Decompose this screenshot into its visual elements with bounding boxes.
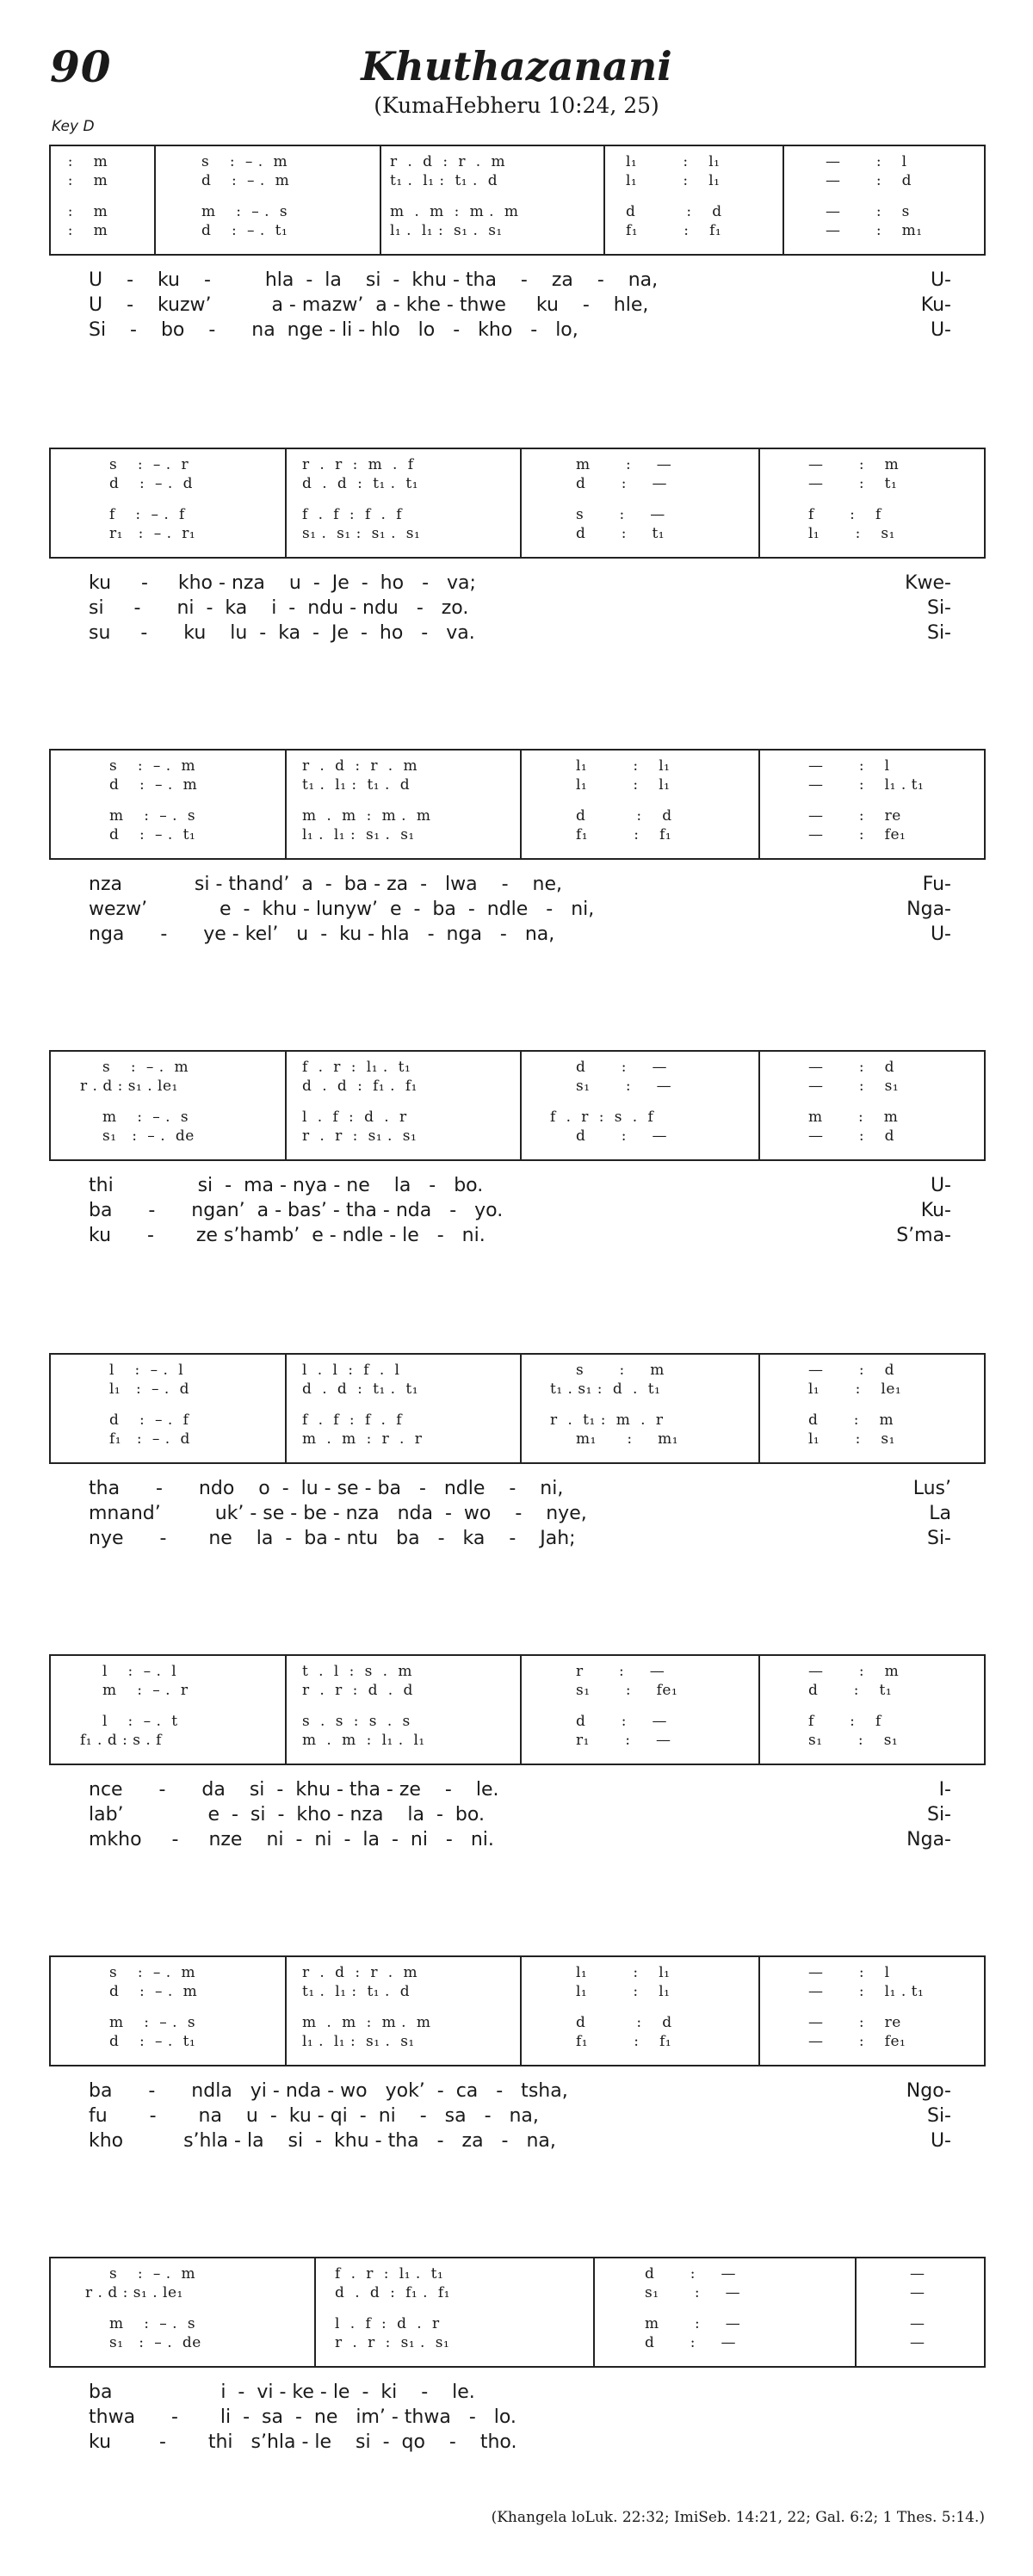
- lyric-line: [49, 2430, 984, 2455]
- solfa-cell: m₁ : m₁: [576, 1430, 679, 1448]
- solfa-cell: l₁ : l₁: [576, 1983, 671, 2000]
- solfa-cell: d . d : t₁ . t₁: [302, 475, 419, 492]
- lyric-line: [49, 318, 984, 343]
- solfa-cell: l₁ : l₁: [626, 153, 721, 170]
- lyric-text: ku - kho - nza u - Je - ho - va;: [89, 572, 476, 594]
- solfa-staff: [49, 1050, 986, 1161]
- lyrics-block: [49, 2380, 984, 2455]
- solfa-cell: l . f : d . r: [335, 2315, 440, 2332]
- solfa-cell: — : s₁: [808, 1078, 900, 1095]
- lyrics-block: [49, 571, 984, 646]
- solfa-cell: s : – . m: [102, 1059, 189, 1076]
- lyric-cue: Si-: [926, 2105, 951, 2127]
- solfa-cell: d : —: [576, 1713, 667, 1730]
- solfa-cell: l₁ : s₁: [808, 525, 895, 542]
- lyric-text: U - kuzw’ a - mazw’ a - khe - thwe ku - hle,: [89, 294, 649, 316]
- solfa-cell: r . r : s₁ . s₁: [302, 1127, 418, 1145]
- hymn-number: 90: [50, 41, 112, 92]
- lyric-text: si - ni - ka i - ndu - ndu - zo.: [89, 597, 469, 619]
- solfa-cell: l₁ . l₁ : s₁ . s₁: [302, 2033, 415, 2050]
- lyric-line: [49, 268, 984, 293]
- lyric-line: [49, 922, 984, 947]
- lyric-text: ba i - vi - ke - le - ki - le.: [89, 2381, 475, 2403]
- solfa-cell: l : – . t: [102, 1713, 178, 1730]
- scripture-reference: (KumaHebheru 10:24, 25): [374, 93, 659, 118]
- solfa-cell: f₁ : f₁: [576, 2033, 672, 2050]
- solfa-cell: r . r : m . f: [302, 456, 414, 473]
- lyric-text: nza si - thand’ a - ba - za - lwa - ne,: [89, 874, 562, 895]
- solfa-cell: m : —: [645, 2315, 741, 2332]
- solfa-cell: m . m : m . m: [302, 2014, 431, 2031]
- solfa-cell: : m: [58, 153, 108, 170]
- solfa-cell: l₁ . l₁ : s₁ . s₁: [390, 222, 503, 239]
- solfa-cell: d : d: [576, 2014, 672, 2031]
- solfa-cell: d : —: [576, 475, 667, 492]
- solfa-cell: r . d : r . m: [302, 1964, 418, 1981]
- solfa-cell: d : —: [576, 1059, 667, 1076]
- lyrics-block: [49, 1173, 984, 1248]
- solfa-cell: — : d: [808, 1362, 895, 1379]
- lyric-line: [49, 1526, 984, 1551]
- lyric-text: ku - thi s’hla - le si - qo - tho.: [89, 2431, 517, 2453]
- lyrics-block: [49, 268, 984, 343]
- solfa-cell: r₁ : – . r₁: [109, 525, 196, 542]
- lyric-text: U - ku - hla - la si - khu - tha - za - na,: [89, 269, 659, 291]
- music-system: [49, 1654, 984, 1852]
- lyric-text: nga - ye - kel’ u - ku - hla - nga - na,: [89, 924, 555, 945]
- solfa-cell: t₁ . s₁ : d . t₁: [550, 1381, 661, 1398]
- lyrics-block: [49, 872, 984, 947]
- solfa-cell: d : t₁: [808, 1682, 893, 1699]
- lyric-line: [49, 621, 984, 646]
- solfa-cell: d : – . m: [109, 1983, 198, 2000]
- solfa-cell: s₁ : s₁: [808, 1732, 899, 1749]
- solfa-cell: f₁ . d : s . f: [80, 1732, 162, 1749]
- solfa-cell: : m: [58, 222, 108, 239]
- solfa-cell: d . d : f₁ . f₁: [302, 1078, 418, 1095]
- solfa-cell: l₁ : – . d: [109, 1381, 189, 1398]
- solfa-cell: d : – . t₁: [109, 2033, 196, 2050]
- solfa-cell: m : – . s: [201, 203, 288, 220]
- solfa-cell: s₁ : —: [645, 2284, 741, 2301]
- lyric-line: [49, 2380, 984, 2405]
- lyric-text: thi si - ma - nya - ne la - bo.: [89, 1175, 484, 1196]
- solfa-cell: s₁ : —: [576, 1078, 672, 1095]
- solfa-cell: m : – . s: [109, 807, 196, 825]
- solfa-cell: d : t₁: [576, 525, 665, 542]
- solfa-cell: s₁ : – . de: [102, 1127, 195, 1145]
- lyric-line: [49, 1476, 984, 1501]
- solfa-cell: —: [910, 2315, 925, 2332]
- solfa-cell: — : d: [808, 1059, 895, 1076]
- solfa-cell: — : l: [808, 1964, 890, 1981]
- solfa-cell: l₁ . l₁ : s₁ . s₁: [302, 826, 415, 843]
- solfa-staff: [49, 1353, 986, 1464]
- solfa-cell: m : – . s: [109, 2014, 196, 2031]
- lyric-cue: Nga-: [906, 899, 951, 920]
- solfa-cell: f . r : l₁ . t₁: [335, 2265, 444, 2283]
- solfa-cell: m : – . s: [102, 1109, 189, 1126]
- solfa-cell: f . f : f . f: [302, 506, 403, 523]
- lyric-line: [49, 897, 984, 922]
- lyric-text: thwa - li - sa - ne im’ - thwa - lo.: [89, 2406, 516, 2428]
- solfa-cell: t₁ . l₁ : t₁ . d: [390, 172, 498, 189]
- solfa-cell: f : f: [808, 506, 881, 523]
- solfa-cell: — : l₁ . t₁: [808, 776, 925, 794]
- lyric-cue: Kwe-: [905, 572, 951, 594]
- solfa-cell: s : – . m: [109, 2265, 196, 2283]
- solfa-cell: — : re: [808, 807, 901, 825]
- solfa-cell: r . d : r . m: [302, 757, 418, 775]
- solfa-cell: d : —: [645, 2265, 736, 2283]
- solfa-cell: d : – . t₁: [201, 222, 288, 239]
- lyric-text: Si - bo - na nge - li - hlo lo - kho - lo,: [89, 319, 578, 341]
- solfa-cell: r . d : r . m: [390, 153, 506, 170]
- solfa-cell: d : – . m: [201, 172, 290, 189]
- lyric-cue: Ku-: [920, 1200, 951, 1221]
- lyric-cue: U-: [930, 1175, 951, 1196]
- lyric-text: nce - da si - khu - tha - ze - le.: [89, 1779, 499, 1801]
- lyric-line: [49, 1501, 984, 1526]
- solfa-cell: l . l : f . l: [302, 1362, 400, 1379]
- solfa-cell: — : l: [826, 153, 907, 170]
- lyric-line: [49, 872, 984, 897]
- solfa-cell: — : d: [826, 172, 912, 189]
- solfa-cell: f . r : s . f: [550, 1109, 654, 1126]
- lyric-line: [49, 596, 984, 621]
- lyric-text: nye - ne la - ba - ntu ba - ka - Jah;: [89, 1528, 576, 1549]
- music-system: [49, 448, 984, 646]
- solfa-staff: [49, 145, 986, 256]
- solfa-cell: d : d: [576, 807, 672, 825]
- solfa-cell: m : m: [808, 1109, 899, 1126]
- solfa-cell: m . m : m . m: [302, 807, 431, 825]
- solfa-cell: r₁ : —: [576, 1732, 671, 1749]
- solfa-cell: —: [910, 2334, 925, 2351]
- lyric-line: [49, 1223, 984, 1248]
- solfa-cell: m . m : l₁ . l₁: [302, 1732, 425, 1749]
- solfa-cell: — : t₁: [808, 475, 898, 492]
- solfa-cell: l₁ : s₁: [808, 1430, 895, 1448]
- solfa-cell: r . d : s₁ . le₁: [80, 1078, 178, 1095]
- lyrics-block: [49, 1777, 984, 1852]
- lyrics-block: [49, 2079, 984, 2153]
- lyric-cue: Nga-: [906, 1829, 951, 1850]
- solfa-staff: [49, 448, 986, 559]
- lyric-line: [49, 571, 984, 596]
- solfa-staff: [49, 1955, 986, 2066]
- music-system: [49, 1955, 984, 2153]
- solfa-cell: r . r : d . d: [302, 1682, 413, 1699]
- solfa-cell: r . t₁ : m . r: [550, 1412, 664, 1429]
- solfa-staff: [49, 1654, 986, 1765]
- solfa-cell: d : d: [626, 203, 722, 220]
- lyric-text: mnand’ uk’ - se - be - nza nda - wo - nye,: [89, 1503, 587, 1524]
- solfa-cell: — : d: [808, 1127, 895, 1145]
- solfa-cell: s : – . m: [109, 1964, 196, 1981]
- solfa-cell: d : – . m: [109, 776, 198, 794]
- solfa-cell: r . d : s₁ . le₁: [85, 2284, 183, 2301]
- lyric-line: [49, 2079, 984, 2103]
- lyric-text: ba - ngan’ a - bas’ - tha - nda - yo.: [89, 1200, 504, 1221]
- lyric-line: [49, 293, 984, 318]
- solfa-cell: t . l : s . m: [302, 1663, 412, 1680]
- solfa-cell: l . f : d . r: [302, 1109, 407, 1126]
- solfa-cell: m . m : m . m: [390, 203, 519, 220]
- lyric-text: ku - ze s’hamb’ e - ndle - le - ni.: [89, 1225, 486, 1246]
- solfa-cell: — : l: [808, 757, 890, 775]
- lyric-text: ba - ndla yi - nda - wo yok’ - ca - tsha,: [89, 2080, 568, 2102]
- solfa-cell: —: [910, 2265, 925, 2283]
- solfa-cell: l : – . l: [102, 1663, 177, 1680]
- solfa-cell: — : m: [808, 1663, 900, 1680]
- lyric-line: [49, 1173, 984, 1198]
- lyric-cue: Ngo-: [906, 2080, 951, 2102]
- lyric-cue: Si-: [926, 622, 951, 644]
- solfa-cell: f₁ : f₁: [626, 222, 722, 239]
- solfa-cell: r : —: [576, 1663, 665, 1680]
- solfa-cell: — : re: [808, 2014, 901, 2031]
- lyric-cue: Si-: [926, 1528, 951, 1549]
- solfa-cell: s₁ : fe₁: [576, 1682, 678, 1699]
- solfa-cell: l : – . l: [109, 1362, 184, 1379]
- solfa-cell: d : – . t₁: [109, 826, 196, 843]
- solfa-cell: —: [910, 2284, 925, 2301]
- lyric-text: fu - na u - ku - qi - ni - sa - na,: [89, 2105, 539, 2127]
- solfa-cell: — : s: [826, 203, 910, 220]
- lyric-line: [49, 2405, 984, 2430]
- lyric-text: tha - ndo o - lu - se - ba - ndle - ni,: [89, 1478, 564, 1499]
- solfa-cell: d : m: [808, 1412, 894, 1429]
- solfa-cell: l₁ : le₁: [808, 1381, 902, 1398]
- solfa-cell: — : l₁ . t₁: [808, 1983, 925, 2000]
- lyric-cue: U-: [930, 269, 951, 291]
- solfa-cell: f . r : l₁ . t₁: [302, 1059, 411, 1076]
- solfa-cell: : m: [58, 172, 108, 189]
- lyric-cue: I-: [938, 1779, 951, 1801]
- lyric-line: [49, 2103, 984, 2128]
- solfa-cell: f : f: [808, 1713, 881, 1730]
- lyric-text: su - ku lu - ka - Je - ho - va.: [89, 622, 475, 644]
- lyric-text: lab’ e - si - kho - nza la - bo.: [89, 1804, 485, 1825]
- solfa-cell: m : —: [576, 456, 672, 473]
- solfa-cell: — : fe₁: [808, 826, 906, 843]
- solfa-cell: l₁ : l₁: [576, 1964, 671, 1981]
- lyric-cue: Si-: [926, 1804, 951, 1825]
- solfa-cell: l₁ : l₁: [626, 172, 721, 189]
- lyric-cue: U-: [930, 319, 951, 341]
- solfa-cell: — : m₁: [826, 222, 923, 239]
- solfa-cell: r . r : s₁ . s₁: [335, 2334, 450, 2351]
- lyric-line: [49, 2128, 984, 2153]
- solfa-cell: s : – . r: [109, 456, 189, 473]
- solfa-cell: d : —: [645, 2334, 736, 2351]
- solfa-cell: t₁ . l₁ : t₁ . d: [302, 776, 411, 794]
- lyric-cue: La: [929, 1503, 951, 1524]
- music-system: [49, 1050, 984, 1248]
- solfa-cell: d . d : t₁ . t₁: [302, 1381, 419, 1398]
- solfa-cell: l₁ : l₁: [576, 776, 671, 794]
- solfa-cell: l₁ : l₁: [576, 757, 671, 775]
- music-system: [49, 2257, 984, 2455]
- solfa-staff: [49, 2257, 986, 2368]
- lyric-text: mkho - nze ni - ni - la - ni - ni.: [89, 1829, 494, 1850]
- lyric-cue: S’ma-: [896, 1225, 951, 1246]
- solfa-cell: — : fe₁: [808, 2033, 906, 2050]
- solfa-cell: m : – . r: [102, 1682, 189, 1699]
- lyric-line: [49, 1802, 984, 1827]
- solfa-cell: s₁ . s₁ : s₁ . s₁: [302, 525, 421, 542]
- lyric-line: [49, 1777, 984, 1802]
- solfa-cell: f₁ : f₁: [576, 826, 672, 843]
- solfa-cell: s : —: [576, 506, 665, 523]
- lyric-text: wezw’ e - khu - lunyw’ e - ba - ndle - ni,: [89, 899, 595, 920]
- lyric-cue: U-: [930, 2130, 951, 2152]
- solfa-cell: m . m : r . r: [302, 1430, 423, 1448]
- solfa-cell: s₁ : – . de: [109, 2334, 201, 2351]
- solfa-cell: f : – . f: [109, 506, 185, 523]
- lyric-cue: Lus’: [912, 1478, 951, 1499]
- scripture-footnote: (Khangela loLuk. 22:32; ImiSeb. 14:21, 22; Gal. 6:2; 1 Thes. 5:14.): [491, 2509, 985, 2526]
- music-system: [49, 749, 984, 947]
- solfa-cell: f₁ : – . d: [109, 1430, 190, 1448]
- lyric-cue: Ku-: [920, 294, 951, 316]
- music-system: [49, 145, 984, 343]
- solfa-cell: s : – . m: [201, 153, 288, 170]
- solfa-staff: [49, 749, 986, 860]
- solfa-cell: s : – . m: [109, 757, 196, 775]
- lyric-cue: U-: [930, 924, 951, 945]
- solfa-cell: m : – . s: [109, 2315, 196, 2332]
- key-signature: Key D: [52, 118, 95, 135]
- lyric-cue: Fu-: [922, 874, 951, 895]
- lyric-line: [49, 1827, 984, 1852]
- solfa-cell: — : m: [808, 456, 900, 473]
- lyric-cue: Si-: [926, 597, 951, 619]
- lyric-line: [49, 1198, 984, 1223]
- solfa-cell: d . d : f₁ . f₁: [335, 2284, 450, 2301]
- solfa-cell: d : – . f: [109, 1412, 189, 1429]
- solfa-cell: d : – . d: [109, 475, 194, 492]
- solfa-cell: t₁ . l₁ : t₁ . d: [302, 1983, 411, 2000]
- solfa-cell: s : m: [576, 1362, 665, 1379]
- solfa-cell: f . f : f . f: [302, 1412, 403, 1429]
- solfa-cell: s . s : s . s: [302, 1713, 411, 1730]
- solfa-cell: : m: [58, 203, 108, 220]
- lyric-text: kho s’hla - la si - khu - tha - za - na,: [89, 2130, 556, 2152]
- solfa-cell: d : —: [576, 1127, 667, 1145]
- music-system: [49, 1353, 984, 1551]
- lyrics-block: [49, 1476, 984, 1551]
- hymn-title: Khuthazanani: [361, 43, 672, 90]
